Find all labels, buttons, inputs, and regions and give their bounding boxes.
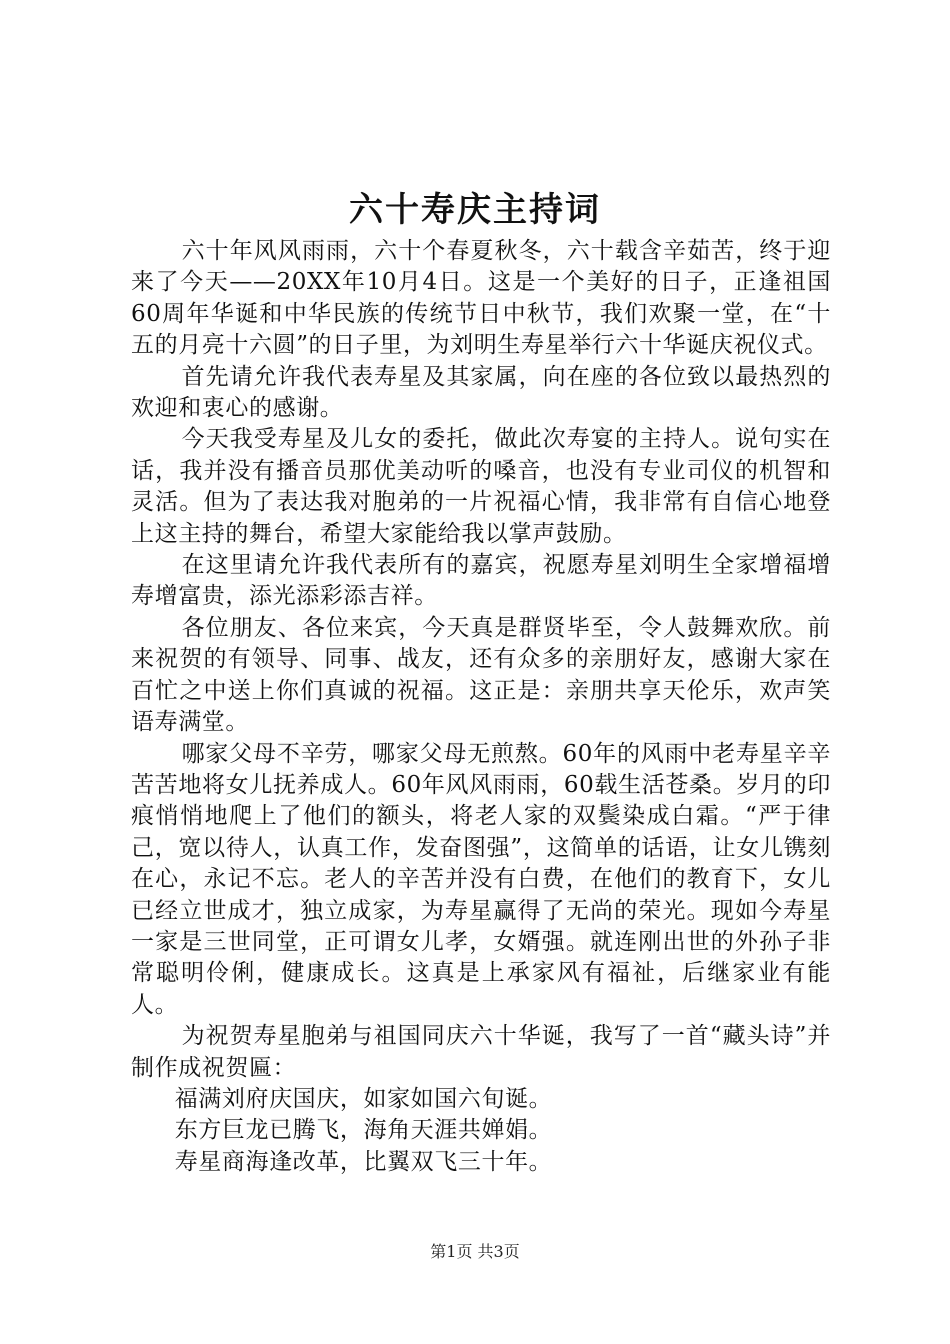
paragraph-6: 哪家父母不辛劳，哪家父母无煎熬。60年的风雨中老寿星辛辛苦苦地将女儿抚养成人。60年风风雨雨，60载生活苍桑。岁月的印痕悄悄地爬上了他们的额头，将老人家的双鬓染成白霜。“严于律己，宽以待人，认真工作，发奋图强”，这简单的话语，让女儿镌刻在心，永记不忘。老人的辛苦并没有白费，在他们的教育下，女儿已经立世成才，独立成家，为寿星赢得了无尚的荣光。现如今寿星一家是三世同堂，正可谓女儿孝，女婿强。就连刚出世的外孙子非常聪明伶俐，健康成长。这真是上承家风有福祉，后继家业有能人。 [131, 740, 831, 1018]
paragraph-3: 今天我受寿星及儿女的委托，做此次寿宴的主持人。说句实在话，我并没有播音员那优美动听的嗓音，也没有专业司仪的机智和灵活。但为了表达我对胞弟的一片祝福心情，我非常有自信心地登上这主持的舞台，希望大家能给我以掌声鼓励。 [131, 426, 831, 547]
paragraph-2: 首先请允许我代表寿星及其家属，向在座的各位致以最热烈的欢迎和衷心的感谢。 [131, 363, 831, 422]
document-body [131, 236, 831, 1178]
paragraph-7: 为祝贺寿星胞弟与祖国同庆六十华诞，我写了一首“藏头诗”并制作成祝贺匾： [131, 1023, 831, 1081]
document-title: 六十寿庆主持词 [349, 190, 601, 230]
poem-line-2: 东方巨龙已腾飞，海角天涯共婵娟。 [174, 1117, 553, 1144]
page-footer: 第1页 共3页 [430, 1242, 520, 1261]
poem-line-1: 福满刘府庆国庆，如家如国六旬诞。 [174, 1085, 553, 1112]
paragraph-4: 在这里请允许我代表所有的嘉宾，祝愿寿星刘明生全家增福增寿增富贵，添光添彩添吉祥。 [131, 552, 831, 610]
paragraph-5: 各位朋友、各位来宾，今天真是群贤毕至，令人鼓舞欢欣。前来祝贺的有领导、同事、战友，还有众多的亲朋好友，感谢大家在百忙之中送上你们真诚的祝福。这正是：亲朋共享天伦乐，欢声笑语寿满堂。 [131, 614, 831, 736]
paragraph-1: 六十年风风雨雨，六十个春夏秋冬，六十载含辛茹苦，终于迎来了今天——20XX年10月4日。这是一个美好的日子，正逢祖国60周年华诞和中华民族的传统节日中秋节，我们欢聚一堂，在“十五的月亮十六圆”的日子里，为刘明生寿星举行六十华诞庆祝仪式。 [131, 238, 831, 359]
poem-line-3: 寿星商海逢改革，比翼双飞三十年。 [174, 1148, 553, 1175]
